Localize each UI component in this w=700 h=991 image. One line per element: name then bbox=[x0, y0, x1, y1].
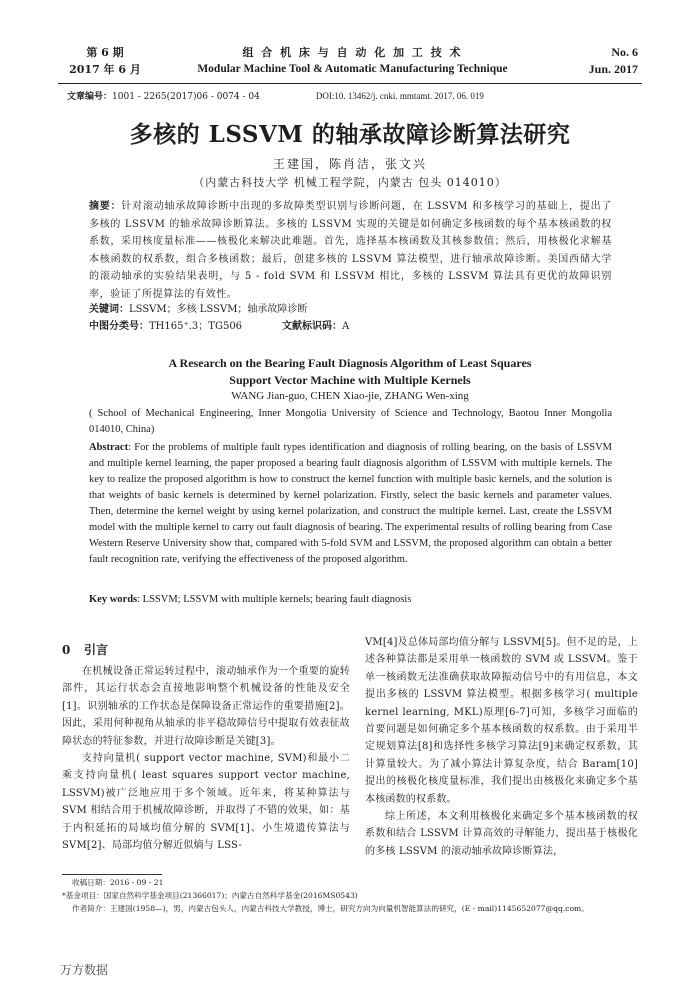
section-number: 0 bbox=[62, 643, 71, 657]
clc-value: TH165⁺.3；TG506 bbox=[149, 321, 243, 332]
doc-code-label: 文献标识码： bbox=[282, 321, 343, 332]
paragraph: 综上所述，本文利用核极化来确定多个基本核函数的权系数和结合 LSSVM 计算高效的寻解能力，提出基于核极化的多核 LSSVM 的滚动轴承故障诊断算法， bbox=[365, 811, 638, 857]
body-right-column bbox=[365, 634, 638, 860]
header-rule bbox=[58, 83, 642, 84]
title-en-line2: Support Vector Machine with Multiple Kernels bbox=[229, 373, 471, 387]
paragraph: 在机械设备正常运转过程中，滚动轴承作为一个重要的旋转部件，其运行状态会直接地影响整个机械设备的性能及安全[1]。识别轴承的工作状态是保障设备正常运作的重要措施[2]。因此，采用何种视角从轴承的非平稳故障信号中提取有效表征故障状态的特征参数，并进行故障诊断是关键[3]。 bbox=[62, 666, 350, 747]
issue-en: No. 6 bbox=[611, 45, 638, 59]
article-no-label: 文章编号： bbox=[67, 92, 113, 102]
date-en: Jun. 2017 bbox=[588, 62, 638, 76]
doi: DOI:10. 13462/j. cnki. mmtamt. 2017. 06. 019 bbox=[315, 91, 484, 101]
abstract-en-label: Abstract bbox=[89, 442, 129, 453]
abstract-zh-label: 摘要： bbox=[89, 201, 122, 212]
keywords-zh-label: 关键词： bbox=[89, 304, 129, 315]
footnote-fund: *基金项目：国家自然科学基金项目(21366017)；内蒙古自然科学基金(2016MS0543) bbox=[62, 891, 358, 900]
title-en-line1: A Research on the Bearing Fault Diagnosis Algorithm of Least Squares bbox=[168, 356, 532, 370]
date-zh: 2017 年 6 月 bbox=[69, 63, 141, 76]
title-zh: 多核的 LSSVM 的轴承故障诊断算法研究 bbox=[129, 121, 571, 148]
keywords-en bbox=[89, 592, 612, 608]
header-issue-en bbox=[589, 44, 638, 78]
keywords-zh bbox=[89, 302, 307, 317]
header-journal bbox=[67, 44, 638, 78]
section-heading bbox=[62, 641, 108, 658]
watermark: 万方数据 bbox=[60, 963, 109, 977]
footnote-received: 收稿日期：2016 - 09 - 21 bbox=[72, 878, 164, 887]
running-header bbox=[67, 44, 638, 82]
body-left-column bbox=[62, 663, 350, 854]
abstract-zh-text: 针对滚动轴承故障诊断中出现的多故障类型识别与诊断问题，在 LSSVM 和多核学习的基础上，提出了多核的 LSSVM 的轴承故障诊断算法。多核的 LSSVM 实现的关键是如何确定多核函数的每个基本核函数的权系数，采用核度量标准——核极化来解决此难题。首先，选择基本核函数及其核参数值；然后，用核极化求解基本核函数的权系数，组合多核函数；最后，创建多核的 LSSVM 算法模型，进行轴承故障诊断。美国西储大学的滚动轴承的实验结果表明，与 5 - fold SVM 和 LSSVM 相比，多核的 LSSVM 算法具有更优的故障识别率，验证了所提算法的有效性。 bbox=[89, 201, 612, 300]
authors-zh: 王建国，陈肖洁，张文兴 bbox=[272, 157, 427, 171]
keywords-en-text: : LSSVM; LSSVM with multiple kernels; bearing fault diagnosis bbox=[137, 594, 412, 605]
affiliation-zh: （内蒙古科技大学 机械工程学院，内蒙古 包头 014010） bbox=[193, 176, 507, 189]
footnote-author: 作者简介：王建国(1958—)，男，内蒙古包头人，内蒙古科技大学教授，博士，研究方向为向量机智能算法的研究，(E - mail)1145652077@qq.com。 bbox=[72, 904, 589, 913]
footnote-rule bbox=[62, 874, 162, 875]
keywords-en-label: Key words bbox=[89, 594, 138, 605]
authors-en: WANG Jian-guo, CHEN Xiao-jie, ZHANG Wen-xing bbox=[231, 390, 469, 402]
journal-name-zh: 组 合 机 床 与 自 动 化 加 工 技 术 bbox=[242, 46, 463, 59]
abstract-zh bbox=[89, 198, 612, 303]
abstract-en-text: : For the problems of multiple fault types identification and diagnosis of rolling bearing, on the basis of LSSVM and multiple kernel learning, the paper proposed a bearing fault diagnosis algorithm of LSSVM with multiple kernels. The key to realize the proposed algorithm is how to construct the kernel function with multiple basic kernels, and the solution is that weights of basic kernels is determined by kernel polarization. Firstly, select the basic kernels and parameter values. Then, determine the kernel weight by using kernel polarization, and construct the multiple kernel. Last, create the LSSVM model with the multiple kernel to carry out fault diagnosis of bearing. The experimental results of rolling bearing from Case Western Reserve University show that, compared with 5-fold SVM and LSSVM, the proposed algorithm can obtain a better fault recognition rate, verifying the effectiveness of the proposed algorithm. bbox=[89, 442, 612, 565]
paragraph: VM[4]及总体局部均值分解与 LSSVM[5]。但不足的是，上述各种算法都是采用单一核函数的 SVM 或 LSSVM。鉴于单一核函数无法准确获取故障振动信号中的有用信息，本文提出多核的 LSSVM 算法模型。根据多核学习( multiple kernel learning, MKL)原理[6-7]可知，多核学习面临的首要问题是如何确定多个基本核函数的权系数。由于采用半定规划算法[8]和选择性多核学习算法[9]来确定权系数，其计算量较大。为了减小算法计算复杂度，结合 Baram[10]提出的核极化核度量标准，我们提出由核极化来确定多个基本核函数的权系数。 bbox=[365, 637, 638, 805]
clc-label: 中图分类号： bbox=[89, 321, 149, 332]
journal-name-en: Modular Machine Tool & Automatic Manufacturing Technique bbox=[197, 63, 508, 75]
classification-zh bbox=[89, 319, 349, 334]
keywords-zh-text: LSSVM；多核 LSSVM；轴承故障诊断 bbox=[129, 304, 308, 315]
abstract-en bbox=[89, 440, 612, 568]
title-en bbox=[0, 355, 700, 389]
article-meta bbox=[67, 90, 484, 103]
article-number: 1001 - 2265(2017)06 - 0074 - 04 bbox=[112, 92, 260, 102]
affiliation-en: ( School of Mechanical Engineering, Inner Mongolia University of Science and Technology, Baotou Inner Mongolia 014010, China) bbox=[89, 408, 612, 435]
paragraph: 支持向量机( support vector machine, SVM)和最小二乘支持向量机( least squares support vector machine, LSSVM)被广泛地应用于多个领域。近年来，将某种算法与 SVM 相结合用于机械故障诊断，并取得了不错的效果，如：基于内积延拓的局域均值分解的 SVM[1]、小生境遗传算法与 SVM[2]、局部均值分解近似熵与 LSS- bbox=[62, 753, 350, 852]
doc-code-value: A bbox=[342, 321, 350, 332]
section-title: 引言 bbox=[84, 643, 109, 657]
issue-zh: 第 6 期 bbox=[86, 46, 124, 59]
